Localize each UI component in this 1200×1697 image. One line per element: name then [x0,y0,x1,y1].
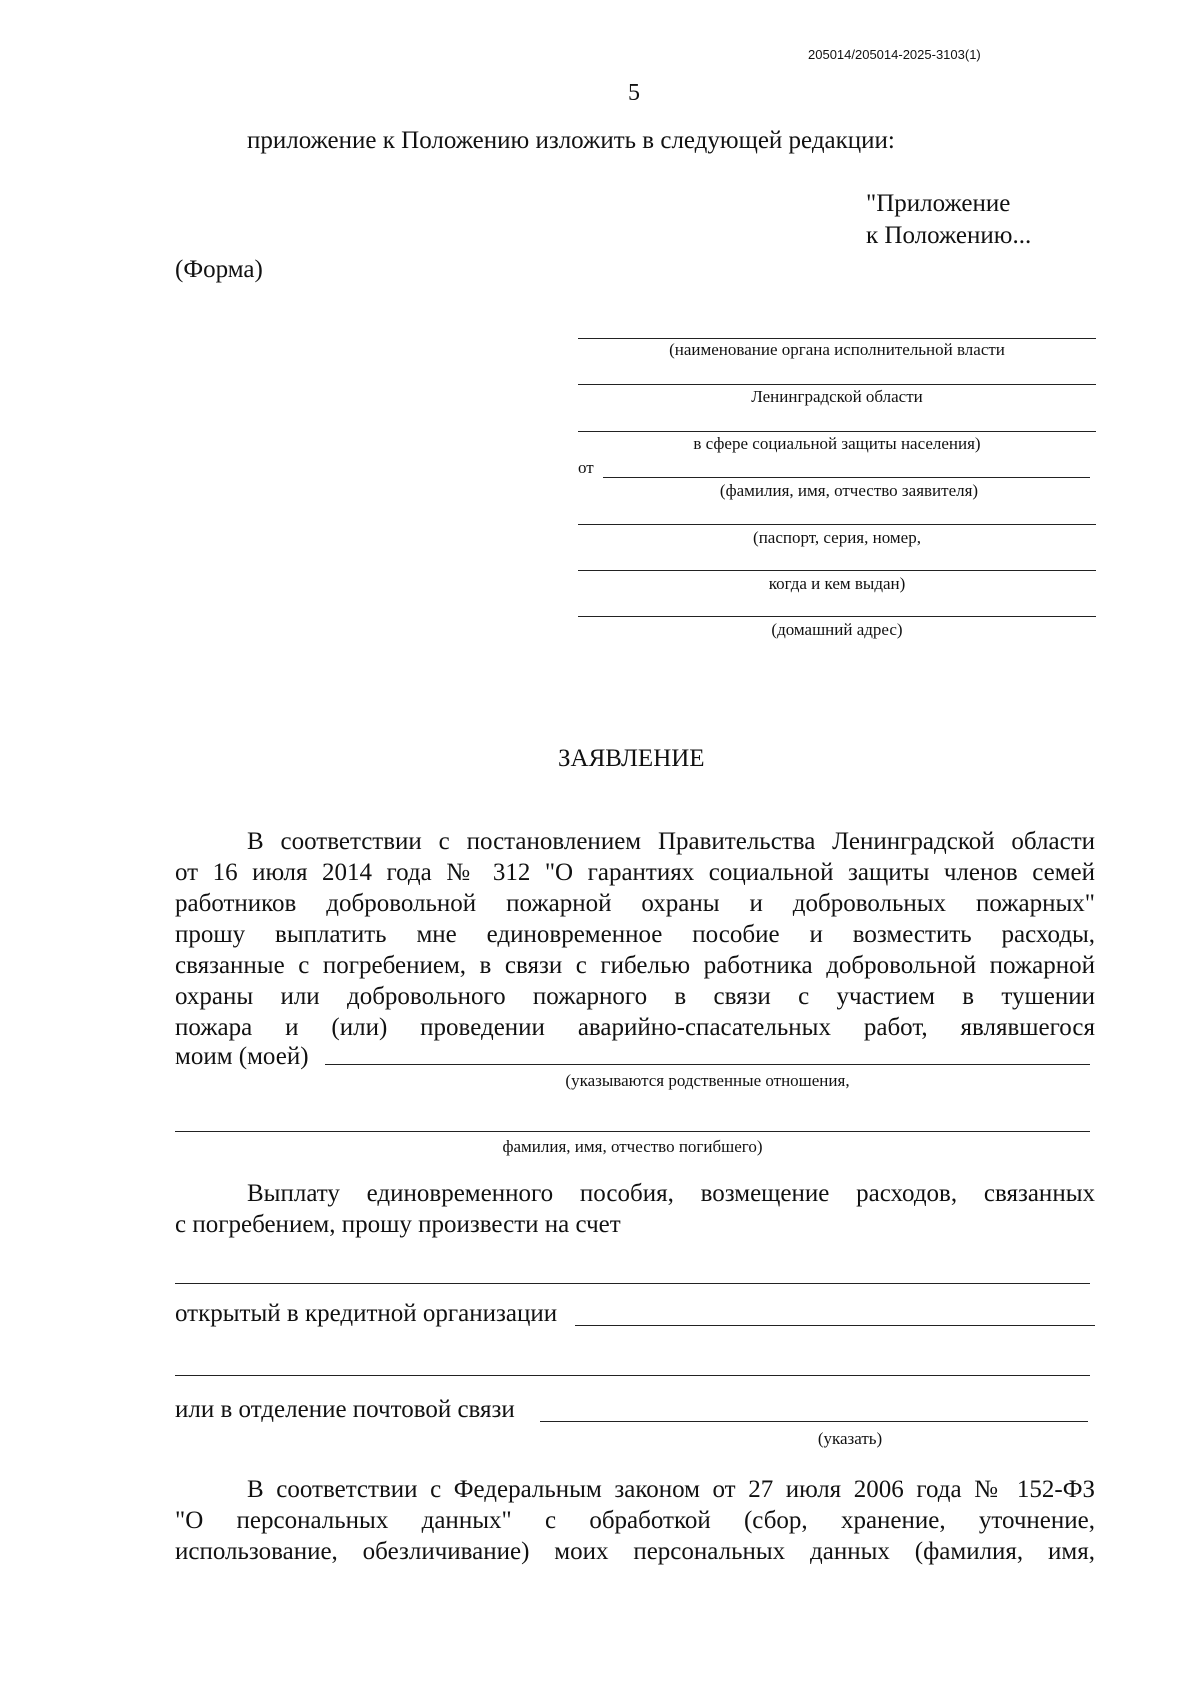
credit-org-field-line [575,1325,1095,1326]
account-field-line [175,1283,1090,1284]
field-line [578,338,1096,339]
post-office-field-line [540,1421,1088,1422]
text-line: связанные с погребением, в связи с гибелью работника добровольной пожарной [175,952,1095,979]
credit-org-label: открытый в кредитной организации [175,1300,558,1327]
caption-specify: (указать) [817,1429,883,1448]
page-number: 5 [628,80,640,106]
text-line: работников добровольной пожарной охраны и добровольных пожарных" [175,890,1095,917]
text-line: В соответствии с Федеральным законом от 27 июля 2006 года № 152-ФЗ [247,1476,1095,1503]
field-line [603,477,1090,478]
credit-org-field-line-2 [175,1375,1090,1376]
text-line: от 16 июля 2014 года № 312 "О гарантиях социальной защиты членов семей [175,859,1095,886]
caption-region: Ленинградской области [751,387,923,406]
caption-authority: (наименование органа исполнительной власти [669,340,1005,359]
relation-field-line [325,1064,1090,1065]
text-line: охраны или добровольного пожарного в связи с участием в тушении [175,983,1095,1010]
caption-home-address: (домашний адрес) [771,620,903,639]
from-label: от [578,458,594,477]
document-number: 205014/205014-2025-3103(1) [808,47,981,62]
text-line: пожара и (или) проведении аварийно-спасательных работ, являвшегося [175,1014,1095,1041]
caption-sphere: в сфере социальной защиты населения) [693,434,981,453]
deceased-name-field-line [175,1131,1090,1132]
field-line [578,524,1096,525]
text-line: использование, обезличивание) моих персональных данных (фамилия, имя, [175,1538,1095,1565]
form-label: (Форма) [175,256,263,283]
field-line [578,570,1096,571]
payment-line-2: с погребением, прошу произвести на счет [175,1211,621,1238]
post-office-label: или в отделение почтовой связи [175,1396,515,1423]
caption-deceased-name: фамилия, имя, отчество погибшего) [502,1137,763,1156]
text-line: Выплату единовременного пособия, возмещение расходов, связанных [247,1180,1095,1207]
field-line [578,616,1096,617]
attachment-line-1: "Приложение [866,190,1011,217]
intro-text: приложение к Положению изложить в следующей редакции: [247,127,895,154]
document-title: ЗАЯВЛЕНИЕ [558,745,705,772]
text-line: "О персональных данных" с обработкой (сбор, хранение, уточнение, [175,1507,1095,1534]
payment-line-1 [175,1180,1095,1208]
paragraph-1 [175,826,1095,1043]
caption-passport: (паспорт, серия, номер, [753,528,921,547]
text-line: прошу выплатить мне единовременное пособие и возместить расходы, [175,921,1095,948]
field-line [578,431,1096,432]
text-line: В соответствии с постановлением Правительства Ленинградской области [247,828,1095,855]
attachment-line-2: к Положению... [866,222,1032,249]
caption-relationship: (указываются родственные отношения, [565,1071,850,1090]
relation-prefix: моим (моей) [175,1043,309,1070]
caption-issued: когда и кем выдан) [768,574,906,593]
paragraph-3 [175,1474,1095,1567]
field-line [578,384,1096,385]
caption-applicant-name: (фамилия, имя, отчество заявителя) [719,481,979,500]
